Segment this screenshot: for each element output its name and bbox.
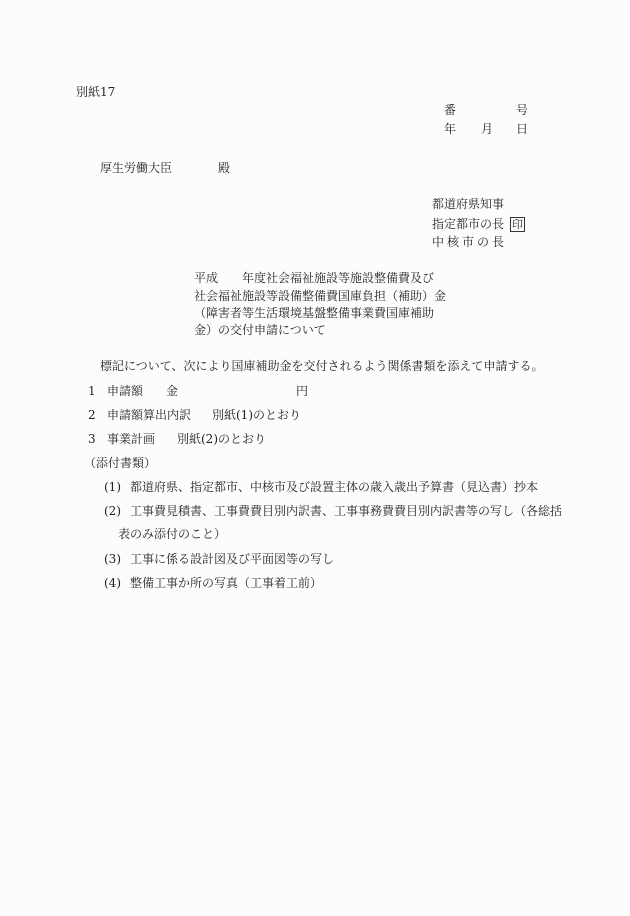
attachment-2-text: 工事費見積書、工事費費目別内訳書、工事事務費費目別内訳書等の写し（各総括 [130, 504, 563, 518]
addressee-honorific: 殿 [218, 161, 231, 175]
subject-line-2: 社会福祉施設等設備整備費国庫負担（補助）金 [194, 289, 447, 303]
sender-line2: 指定都市の長 [432, 217, 505, 231]
attachment-label: 別紙17 [76, 85, 116, 99]
item-2-value: 別紙(1)のとおり [212, 408, 301, 422]
item-2-label: 申請額算出内訳 [107, 408, 192, 422]
intro-paragraph: 標記について、次により国庫補助金を交付されるよう関係書類を添えて申請する。 [100, 359, 544, 373]
item-1-label: 申請額 [107, 384, 144, 398]
attachment-2-continuation: 表のみ添付のこと） [118, 527, 227, 541]
attachments-heading: （添付書類） [84, 456, 157, 470]
sender-governor: 都道府県知事 [432, 197, 505, 211]
number-suffix: 号 [516, 103, 529, 117]
attachment-2-number: (2) [104, 504, 121, 518]
attachment-4-number: (4) [104, 576, 121, 590]
seal-stamp: 印 [512, 218, 524, 231]
date-day: 日 [516, 122, 529, 136]
subject-line-3: （障害者等生活環境基盤整備事業費国庫補助 [194, 306, 435, 320]
attachment-3-text: 工事に係る設計図及び平面図等の写し [130, 552, 335, 566]
date-year: 年 [444, 122, 457, 136]
subject-line-4: 金）の交付申請について [194, 323, 326, 337]
item-3-label: 事業計画 [107, 432, 156, 446]
attachment-1-text: 都道府県、指定都市、中核市及び設置主体の歳入歳出予算書（見込書）抄本 [130, 480, 539, 494]
attachment-1-number: (1) [104, 480, 121, 494]
sender-designated-city-mayor [432, 217, 525, 232]
item-2-number: 2 [88, 408, 96, 422]
item-1-suffix: 円 [296, 384, 309, 398]
item-3-value: 別紙(2)のとおり [177, 432, 266, 446]
sender-core-city-mayor: 中核市の長 [432, 235, 508, 249]
attachment-4-text: 整備工事か所の写真（工事着工前） [130, 576, 323, 590]
attachment-3-number: (3) [104, 552, 121, 566]
number-label: 番 [444, 103, 457, 117]
item-1-number: 1 [88, 384, 96, 398]
addressee-name: 厚生労働大臣 [100, 161, 173, 175]
date-month: 月 [481, 122, 494, 136]
item-1-value: 金 [166, 384, 179, 398]
item-3-number: 3 [88, 432, 96, 446]
subject-line-1: 平成 年度社会福祉施設等施設整備費及び [194, 271, 435, 285]
